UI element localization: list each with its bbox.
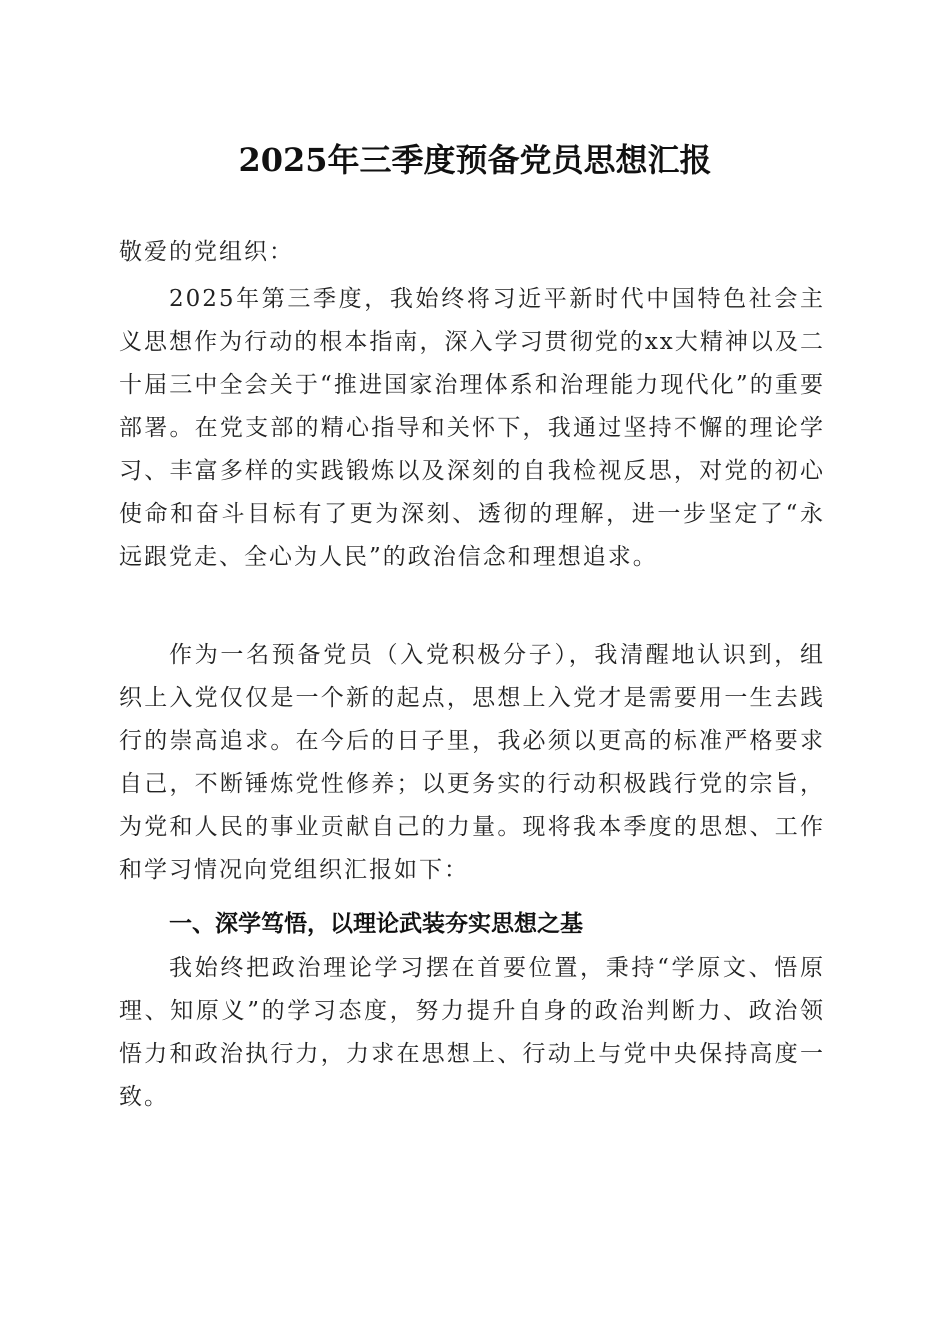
salutation: 敬爱的党组织： [119, 239, 294, 265]
paragraph-intro: 2025年第三季度，我始终将习近平新时代中国特色社会主义思想作为行动的根本指南，深入学习贯彻党的xx大精神以及二十届三中全会关于“推进国家治理体系和治理能力现代化”的重要部署。在党支部的精心指导和关怀下，我通过坚持不懈的理论学习、丰富多样的实践锻炼以及深刻的自我检视反思，对党的初心使命和奋斗目标有了更为深刻、透彻的理解，进一步坚定了“永远跟党走、全心为人民”的政治信念和理想追求。 [119, 286, 825, 570]
document-title: 2025年三季度预备党员思想汇报 [238, 141, 712, 179]
paragraph-commitment: 作为一名预备党员（入党积极分子），我清醒地认识到，组织上入党仅仅是一个新的起点，思想上入党才是需要用一生去践行的崇高追求。在今后的日子里，我必须以更高的标准严格要求自己，不断锤炼党性修养；以更务实的行动积极践行党的宗旨，为党和人民的事业贡献自己的力量。现将我本季度的思想、工作和学习情况向党组织汇报如下： [119, 642, 825, 883]
paragraph-section-one: 我始终把政治理论学习摆在首要位置，秉持“学原文、悟原理、知原义”的学习态度，努力提升自身的政治判断力、政治领悟力和政治执行力，力求在思想上、行动上与党中央保持高度一致。 [119, 955, 825, 1110]
section-heading: 一、深学笃悟，以理论武装夯实思想之基 [169, 911, 583, 937]
